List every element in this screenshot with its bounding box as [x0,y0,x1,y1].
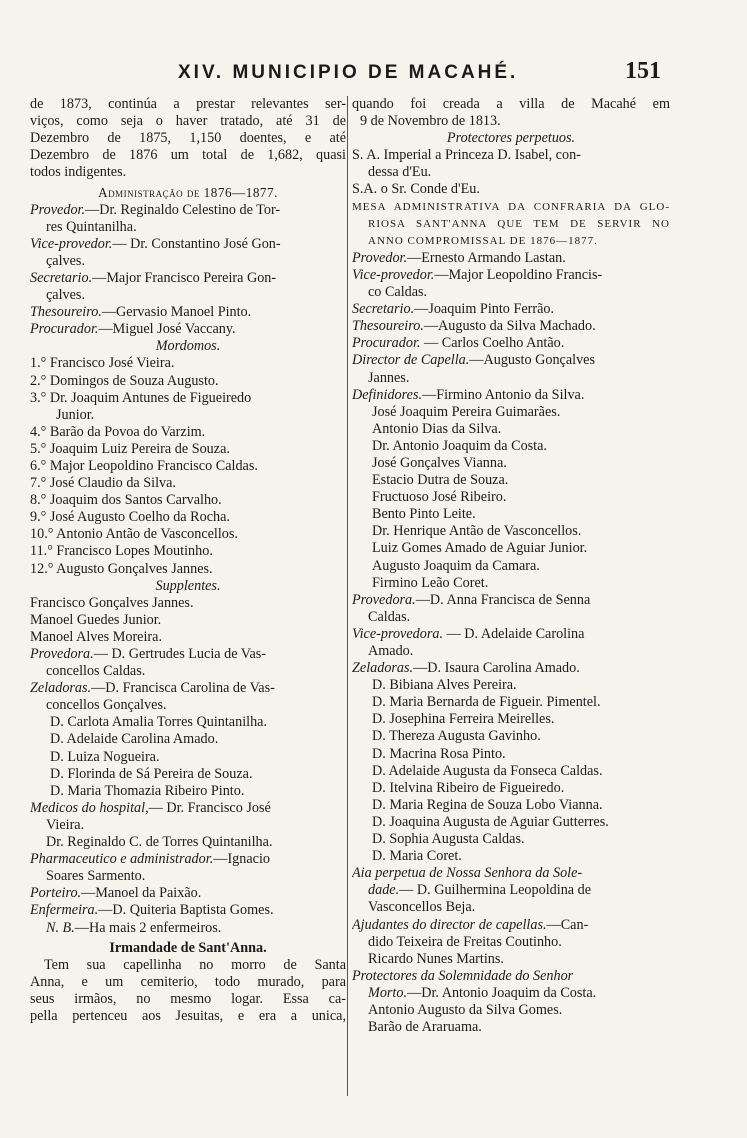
role-label: Vice-provedora. [352,625,443,642]
list-item: D. Joaquina Augusta de Aguiar Gutterres. [372,813,609,830]
role-label: N. B. [46,919,75,936]
role-person: Antonio Augusto da Silva Gomes. [368,1001,563,1018]
list-item: Estacio Dutra de Souza. [372,472,509,489]
role-person: concellos Caldas. [46,663,146,680]
role-label: Vice-provedor. [30,235,113,252]
role-label: Porteiro. [30,885,82,902]
role-person: — D. Adelaide Carolina [443,625,585,642]
role-person: —Ignacio [213,851,270,868]
list-item: Fructuoso José Ribeiro. [372,489,507,506]
list-item: D. Florinda de Sá Pereira de Souza. [50,765,253,782]
role-label: Morto. [368,984,408,1001]
role-person: res Quintanilha. [46,218,137,235]
text-line: pella pertenceu aos Jesuitas, e era a unica, [30,1007,346,1024]
role-label: Provedor. [352,249,408,266]
role-label: Medicos do hospital, [30,799,149,816]
mordomos-heading: Mordomos. [155,338,221,355]
role-label: Provedora. [352,591,416,608]
list-item: D. Carlota Amalia Torres Quintanilha. [50,714,268,731]
text-line: Dezembro de 1876 um total de 1,682, quasi [30,147,346,164]
protectores-heading: Protectores perpetuos. [446,130,576,147]
role-person: Ricardo Nunes Martins. [368,950,504,967]
mordomos-list [30,355,346,577]
list-item: D. Bibiana Alves Pereira. [372,677,517,694]
list-item: 8.° Joaquim dos Santos Carvalho. [30,492,222,509]
text-line: Tem sua capellinha no morro de Santa [44,956,346,973]
list-item: Francisco Gonçalves Jannes. [30,594,194,611]
zeladoras-list [30,714,346,799]
role-person: —D. Anna Francisca de Senna [415,591,591,608]
list-item: dessa d'Eu. [368,164,432,181]
role-person: —Ernesto Armando Lastan. [407,249,566,266]
list-item: 7.° José Claudio da Silva. [30,475,176,492]
text-line: de 1873, continúa a prestar relevantes ser- [30,96,346,112]
list-item: D. Itelvina Ribeiro de Figueiredo. [372,779,565,796]
list-item: D. Maria Thomazia Ribeiro Pinto. [50,782,245,799]
list-item: Augusto Joaquim da Camara. [372,557,540,574]
list-item: José Joaquim Pereira Guimarães. [372,403,561,420]
role-person: — D. Guilhermina Leopoldina de [399,882,592,899]
mesa-heading [352,199,670,250]
text-line: 9 de Novembro de 1813. [360,113,501,130]
list-item: D. Macrina Rosa Pinto. [372,745,506,762]
list-item: D. Maria Coret. [372,848,462,865]
left-column [30,96,346,1025]
role-person: concellos Gonçalves. [46,697,167,714]
role-label: Protectores da Solemnidade do Senhor [352,967,574,984]
intro-paragraph [352,96,670,130]
column-divider [347,96,348,1096]
role-label: Vice-provedor. [352,266,435,283]
role-person: Vieira. [46,816,85,833]
role-person: çalves. [46,252,85,269]
list-item: Luiz Gomes Amado de Aguiar Junior. [372,540,588,557]
role-person: Amado. [368,643,414,659]
role-label: Aia perpetua de Nossa Senhora da Sole- [352,865,583,882]
list-item: Manoel Guedes Junior. [30,611,162,628]
role-label: Zeladoras. [352,660,414,677]
role-person: Vasconcellos Beja. [368,899,476,916]
text-line: todos indigentes. [30,164,127,181]
list-item: 9.° José Augusto Coelho da Rocha. [30,509,230,526]
list-item: 10.° Antonio Antão de Vasconcellos. [30,526,238,543]
text-line: Dezembro de 1875, 1,150 doentes, e até [30,130,346,147]
list-item: 2.° Domingos de Souza Augusto. [30,372,219,389]
role-label: Zeladoras. [30,680,92,697]
admin-list [30,202,346,339]
role-person: co Caldas. [368,284,428,301]
intro-paragraph [30,96,346,181]
role-person: çalves. [46,287,85,304]
supplentes-heading: Supplentes. [155,577,221,594]
role-label: Thesoureiro. [352,318,424,335]
role-label: Enfermeira. [30,902,99,919]
list-item: Firmino Leão Coret. [372,574,489,591]
role-person: dido Teixeira de Freitas Coutinho. [368,933,562,950]
list-item: 6.° Major Leopoldino Francisco Caldas. [30,457,258,474]
definidores-list [352,404,670,592]
list-item: D. Maria Bernarda de Figueir. Pimentel. [372,694,601,711]
list-item: 3.° Dr. Joaquim Antunes de Figueiredo [30,389,252,406]
role-person: —Gervasio Manoel Pinto. [101,304,252,321]
admin-heading: Administração de 1876—1877. [98,185,278,201]
role-person: —Firmino Antonio da Silva. [422,386,585,403]
list-item: S.A. o Sr. Conde d'Eu. [352,181,480,198]
list-item: D. Adelaide Carolina Amado. [50,731,219,748]
list-item: 4.° Barão da Povoa do Varzim. [30,423,206,440]
role-person: Caldas. [368,608,411,625]
list-item: D. Josephina Ferreira Meirelles. [372,711,555,728]
supplentes-list [30,595,346,646]
page-title: XIV. MUNICIPIO DE MACAHÉ. [178,62,519,83]
list-item: Dr. Henrique Antão de Vasconcellos. [372,523,582,540]
role-person: —Manoel da Paixão. [81,885,202,902]
role-person: —Augusto Gonçalves [469,352,595,369]
list-item: 11.° Francisco Lopes Moutinho. [30,543,213,560]
heading-line: ANNO COMPROMISSAL DE 1876—1877. [368,234,598,247]
text-line: quando foi creada a villa de Macahé em [352,96,670,112]
role-person: —Dr. Antonio Joaquim da Costa. [407,984,597,1001]
role-person: —D. Isaura Carolina Amado. [413,660,580,677]
role-person: —Miguel José Vaccany. [98,321,236,338]
list-item: Manoel Alves Moreira. [30,628,162,645]
role-label: Procurador. [352,335,421,352]
role-person: —D. Quiteria Baptista Gomes. [98,902,274,919]
role-person: Jannes. [368,369,410,386]
list-item: Junior. [56,406,95,423]
irmandade-heading: Irmandade de Sant'Anna. [109,939,267,956]
role-person: Barão de Araruama. [368,1019,482,1036]
text-line: viços, como seja o haver tratado, até 31 de [30,113,346,130]
role-person: — Carlos Coelho Antão. [420,335,565,352]
protectores-list [352,147,670,198]
role-person: —Major Leopoldino Francis- [434,266,603,283]
role-person: — Dr. Constantino José Gon- [112,235,281,252]
role-person: —D. Francisca Carolina de Vas- [91,680,275,697]
list-item: 5.° Joaquim Luiz Pereira de Souza. [30,440,230,457]
role-person: —Can- [546,916,589,933]
role-person: — D. Gertrudes Lucia de Vas- [93,646,267,662]
role-label: Procurador. [30,321,99,338]
irmandade-paragraph [30,957,346,1025]
role-label: Thesoureiro. [30,304,102,321]
role-label: Secretario. [352,301,415,318]
list-item: Bento Pinto Leite. [372,506,476,523]
role-person: —Ha mais 2 enfermeiros. [74,919,222,936]
list-item: 1.° Francisco José Vieira. [30,355,175,372]
role-label: Provedor. [30,201,86,218]
role-label: Definidores. [352,386,423,403]
role-label: Director de Capella. [352,352,470,369]
role-person: —Major Francisco Pereira Gon- [92,269,277,286]
zeladoras-list [352,677,670,865]
list-item: D. Sophia Augusta Caldas. [372,831,525,848]
role-person: Soares Sarmento. [46,868,146,885]
role-person: Dr. Reginaldo C. de Torres Quintanilha. [46,834,273,851]
role-person: —Joaquim Pinto Ferrão. [414,301,555,318]
page-number: 151 [625,58,661,84]
text-line: seus irmãos, no mesmo logar. Essa ca- [30,990,346,1007]
role-label: Secretario. [30,269,93,286]
role-person: —Augusto da Silva Machado. [423,318,596,335]
right-column [352,96,670,1036]
list-item: Dr. Antonio Joaquim da Costa. [372,437,547,454]
list-item: D. Maria Regina de Souza Lobo Vianna. [372,796,603,813]
list-item: D. Adelaide Augusta da Fonseca Caldas. [372,762,603,779]
list-item: D. Thereza Augusta Gavinho. [372,728,541,745]
list-item: 12.° Augusto Gonçalves Jannes. [30,560,213,577]
heading-line: RIOSA SANT'ANNA QUE TEM DE SERVIR NO [368,217,670,230]
heading-line: MESA ADMINISTRATIVA DA CONFRARIA DA GLO- [352,200,670,213]
list-item: D. Luiza Nogueira. [50,748,160,765]
page-header [0,58,747,88]
list-item: S. A. Imperial a Princeza D. Isabel, con- [352,147,581,164]
role-person: —Dr. Reginaldo Celestino de Tor- [85,201,281,218]
list-item: José Gonçalves Vianna. [372,454,507,471]
role-label: dade. [368,882,400,899]
role-person: — Dr. Francisco José [148,799,271,816]
list-item: Antonio Dias da Silva. [372,420,502,437]
role-label: Pharmaceutico e administrador. [30,851,214,868]
role-label: Provedora. [30,646,94,662]
text-line: Anna, e um cemiterio, todo murado, para [30,973,346,990]
role-label: Ajudantes do director de capellas. [352,916,547,933]
mesa-list [352,250,670,404]
